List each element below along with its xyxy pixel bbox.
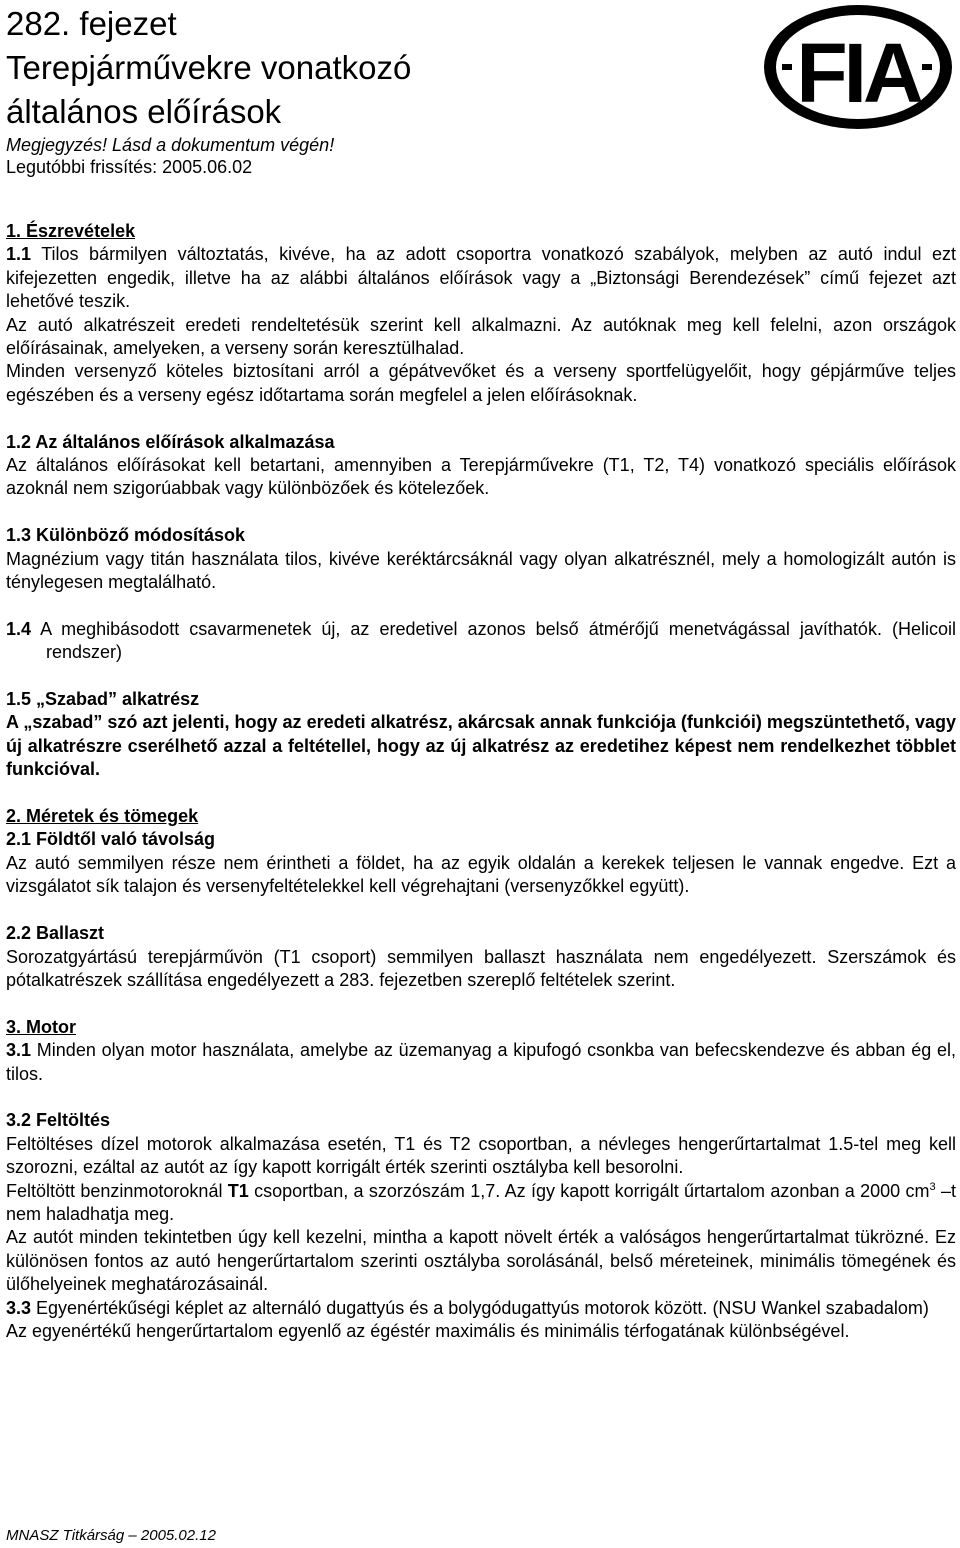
paragraph-3-2b: Feltöltött benzinmotoroknál T1 csoportban, a szorzószám 1,7. Az így kapott korrigált űrtartalom azonban a 2000 $cm^3$ –t nem haladhatja meg. (6, 1180, 956, 1224)
document-page (6, 0, 956, 1343)
paragraph-1-1b: Az autó alkatrészeit eredeti rendeltetésük szerint kell alkalmazni. Az autóknak meg kell felelni, azon országok előírásainak, amelyeken, a verseny során keresztülhalad. (6, 314, 956, 359)
paragraph-3-2: Feltöltéses dízel motorok alkalmazása esetén, T1 és T2 csoportban, a névleges hengerűrtartalmat 1.5-tel meg kell szorozni, ezáltal az autót az így kapott korrigált érték szerinti osztályba kell besorolni. (6, 1133, 956, 1178)
paragraph-1-3: Magnézium vagy titán használata tilos, kivéve keréktárcsáknál vagy olyan alkatrésznél, mely a homologizált autón is ténylegesen megtalálható. (6, 548, 956, 593)
section-3-heading: 3. Motor (6, 1016, 76, 1037)
paragraph-3-3b: Az egyenértékű hengerűrtartalom egyenlő az égéstér maximális és minimális térfogatának különbségével. (6, 1320, 850, 1341)
footer-text: MNASZ Titkárság – 2005.02.12 (6, 1527, 216, 1544)
paragraph-1-5: A „szabad” szó azt jelenti, hogy az eredeti alkatrész, akárcsak annak funkciója (funkciói) megszüntethető, vagy új alkatrészre cserélhető azzal a feltétellel, hogy az új alkatrész az eredetihez képest nem rendelkezhet többlet funkcióval. (6, 712, 956, 780)
document-body (6, 220, 956, 1343)
document-header (6, 0, 956, 220)
paragraph-3-1: 3.1 Minden olyan motor használata, amelybe az üzemanyag a kipufogó csonkba van befecskendezve és abban ég el, tilos. (6, 1040, 956, 1084)
section-2-1-heading: 2.1 Földtől való távolság (6, 829, 216, 850)
paragraph-2-2: Sorozatgyártású terepjárművön (T1 csoport) semmilyen ballaszt használata nem engedélyezett. Szerszámok és pótalkatrészek szállítása engedélyezett a 283. fejezetben szereplő feltételek szerint. (6, 946, 956, 990)
paragraph-3-3: 3.3 Egyenértékűségi képlet az alternáló dugattyús és a bolygódugattyús motorok között. (NSU Wankel szabadalom) (6, 1297, 929, 1318)
title-line-2: Terepjárművekre vonatkozó (6, 49, 412, 86)
paragraph-3-2c: Az autót minden tekintetben úgy kell kezelni, mintha a kapott növelt érték a valóságos hengerűrtartalmat tükrözné. Ez különösen fontos az autó hengerűrtartalom szerinti osztályba sorolásánál, belső méreteinek, minimális tömegének és ülőhelyeinek meghatározásainál. (6, 1227, 956, 1295)
note-text: Megjegyzés! Lásd a dokumentum végén! (6, 135, 335, 155)
section-3-2-heading: 3.2 Feltöltés (6, 1110, 111, 1131)
section-1-heading: 1. Észrevételek (6, 221, 136, 241)
fia-logo (762, 2, 954, 132)
section-2-2-heading: 2.2 Ballaszt (6, 923, 105, 944)
last-update-text: Legutóbbi frissítés: 2005.06.02 (6, 157, 253, 177)
paragraph-1-2: Az általános előírásokat kell betartani, amennyiben a Terepjárművekre (T1, T2, T4) vonatkozó speciális előírások azoknál nem szigorúabbak vagy különbözőek és kötelezőek. (6, 455, 956, 499)
svg-text:FIA: FIA (796, 26, 920, 120)
title-line-1: 282. fejezet (6, 5, 177, 42)
paragraph-2-1: Az autó semmilyen része nem érintheti a földet, ha az egyik oldalán a kerekek teljesen le vannak engedve. Ezt a vizsgálatot sík talajon és versenyfeltételekkel kell végrehajtani (versenyzőkkel együtt). (6, 852, 956, 897)
title-line-3: általános előírások (6, 93, 282, 130)
paragraph-1-1c: Minden versenyző köteles biztosítani arról a gépátvevőket és a verseny sportfelügyelőit, hogy gépjárműve teljes egészében és a verseny egész időtartama során megfelel a jelen előírásoknak. (6, 361, 956, 405)
section-2-heading: 2. Méretek és tömegek (6, 806, 199, 827)
paragraph-1-4: 1.4 A meghibásodott csavarmenetek új, az eredetivel azonos belső átmérőjű menetvágással javíthatók. (Helicoil rendszer) (6, 618, 956, 663)
section-1-3-heading: 1.3 Különböző módosítások (6, 525, 246, 546)
section-1-2-heading: 1.2 Az általános előírások alkalmazása (6, 431, 335, 452)
paragraph-1-1: 1.1 Tilos bármilyen változtatás, kivéve, ha az adott csoportra vonatkozó szabályok, melyben az autó indul ezt kifejezetten engedik, illetve ha az alábbi általános előírások vagy a „Biztonsági Berendezések” című fejezet azt lehetővé teszik. (6, 244, 956, 312)
section-1-5-heading: 1.5 „Szabad” alkatrész (6, 689, 200, 710)
